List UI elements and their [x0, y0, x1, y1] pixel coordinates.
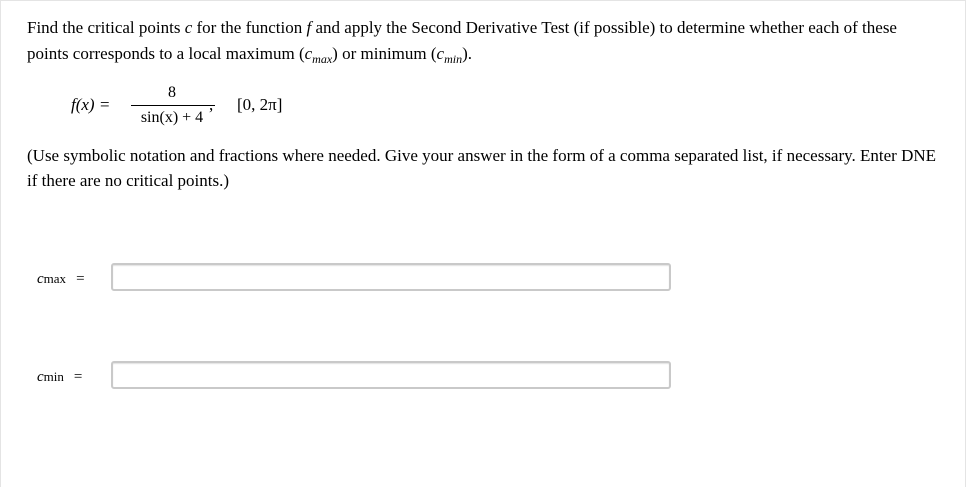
- prompt-text-5: ).: [462, 44, 472, 63]
- cmax-input[interactable]: [111, 263, 671, 291]
- cmax-label-eq: =: [76, 271, 85, 287]
- cmin-label: [37, 369, 82, 386]
- cmin-label-eq: =: [73, 369, 83, 385]
- cmax-subscript: max: [312, 52, 333, 66]
- cmin-label-sub: min: [43, 369, 64, 384]
- question-prompt: [27, 15, 937, 68]
- critical-point-symbol: c: [184, 18, 193, 37]
- cmax-symbol: c: [304, 44, 313, 63]
- formula-numerator: 8: [168, 84, 176, 101]
- formula-interval: [0, 2π]: [237, 95, 283, 114]
- formula-denominator: sin(x) + 4: [140, 109, 204, 126]
- formula-lhs: f(x) =: [71, 95, 111, 114]
- prompt-text-2: for the function: [192, 18, 307, 37]
- answer-instructions: (Use symbolic notation and fractions where needed. Give your answer in the form of a comma separated list, if necessary. Enter DNE if there are no critical points.): [27, 146, 937, 190]
- prompt-text-4: ) or minimum (: [332, 44, 437, 63]
- formula-separator: ,: [209, 95, 214, 114]
- function-symbol: f: [306, 18, 312, 37]
- cmin-symbol: c: [436, 44, 445, 63]
- cmin-input[interactable]: [111, 361, 671, 389]
- cmax-label-sub: max: [43, 271, 67, 286]
- cmin-label-var: c: [37, 369, 44, 385]
- cmin-subscript: min: [444, 52, 463, 66]
- cmax-label-var: c: [37, 271, 44, 287]
- prompt-text-3: and apply the Second Derivative Test (if possible) to determine whether each of these points corresponds to a local maximum (: [27, 18, 897, 63]
- cmax-label: [37, 271, 85, 288]
- prompt-text-1: Find the critical points: [27, 18, 185, 37]
- fraction-bar: [131, 105, 215, 106]
- formula-fraction: [129, 83, 215, 128]
